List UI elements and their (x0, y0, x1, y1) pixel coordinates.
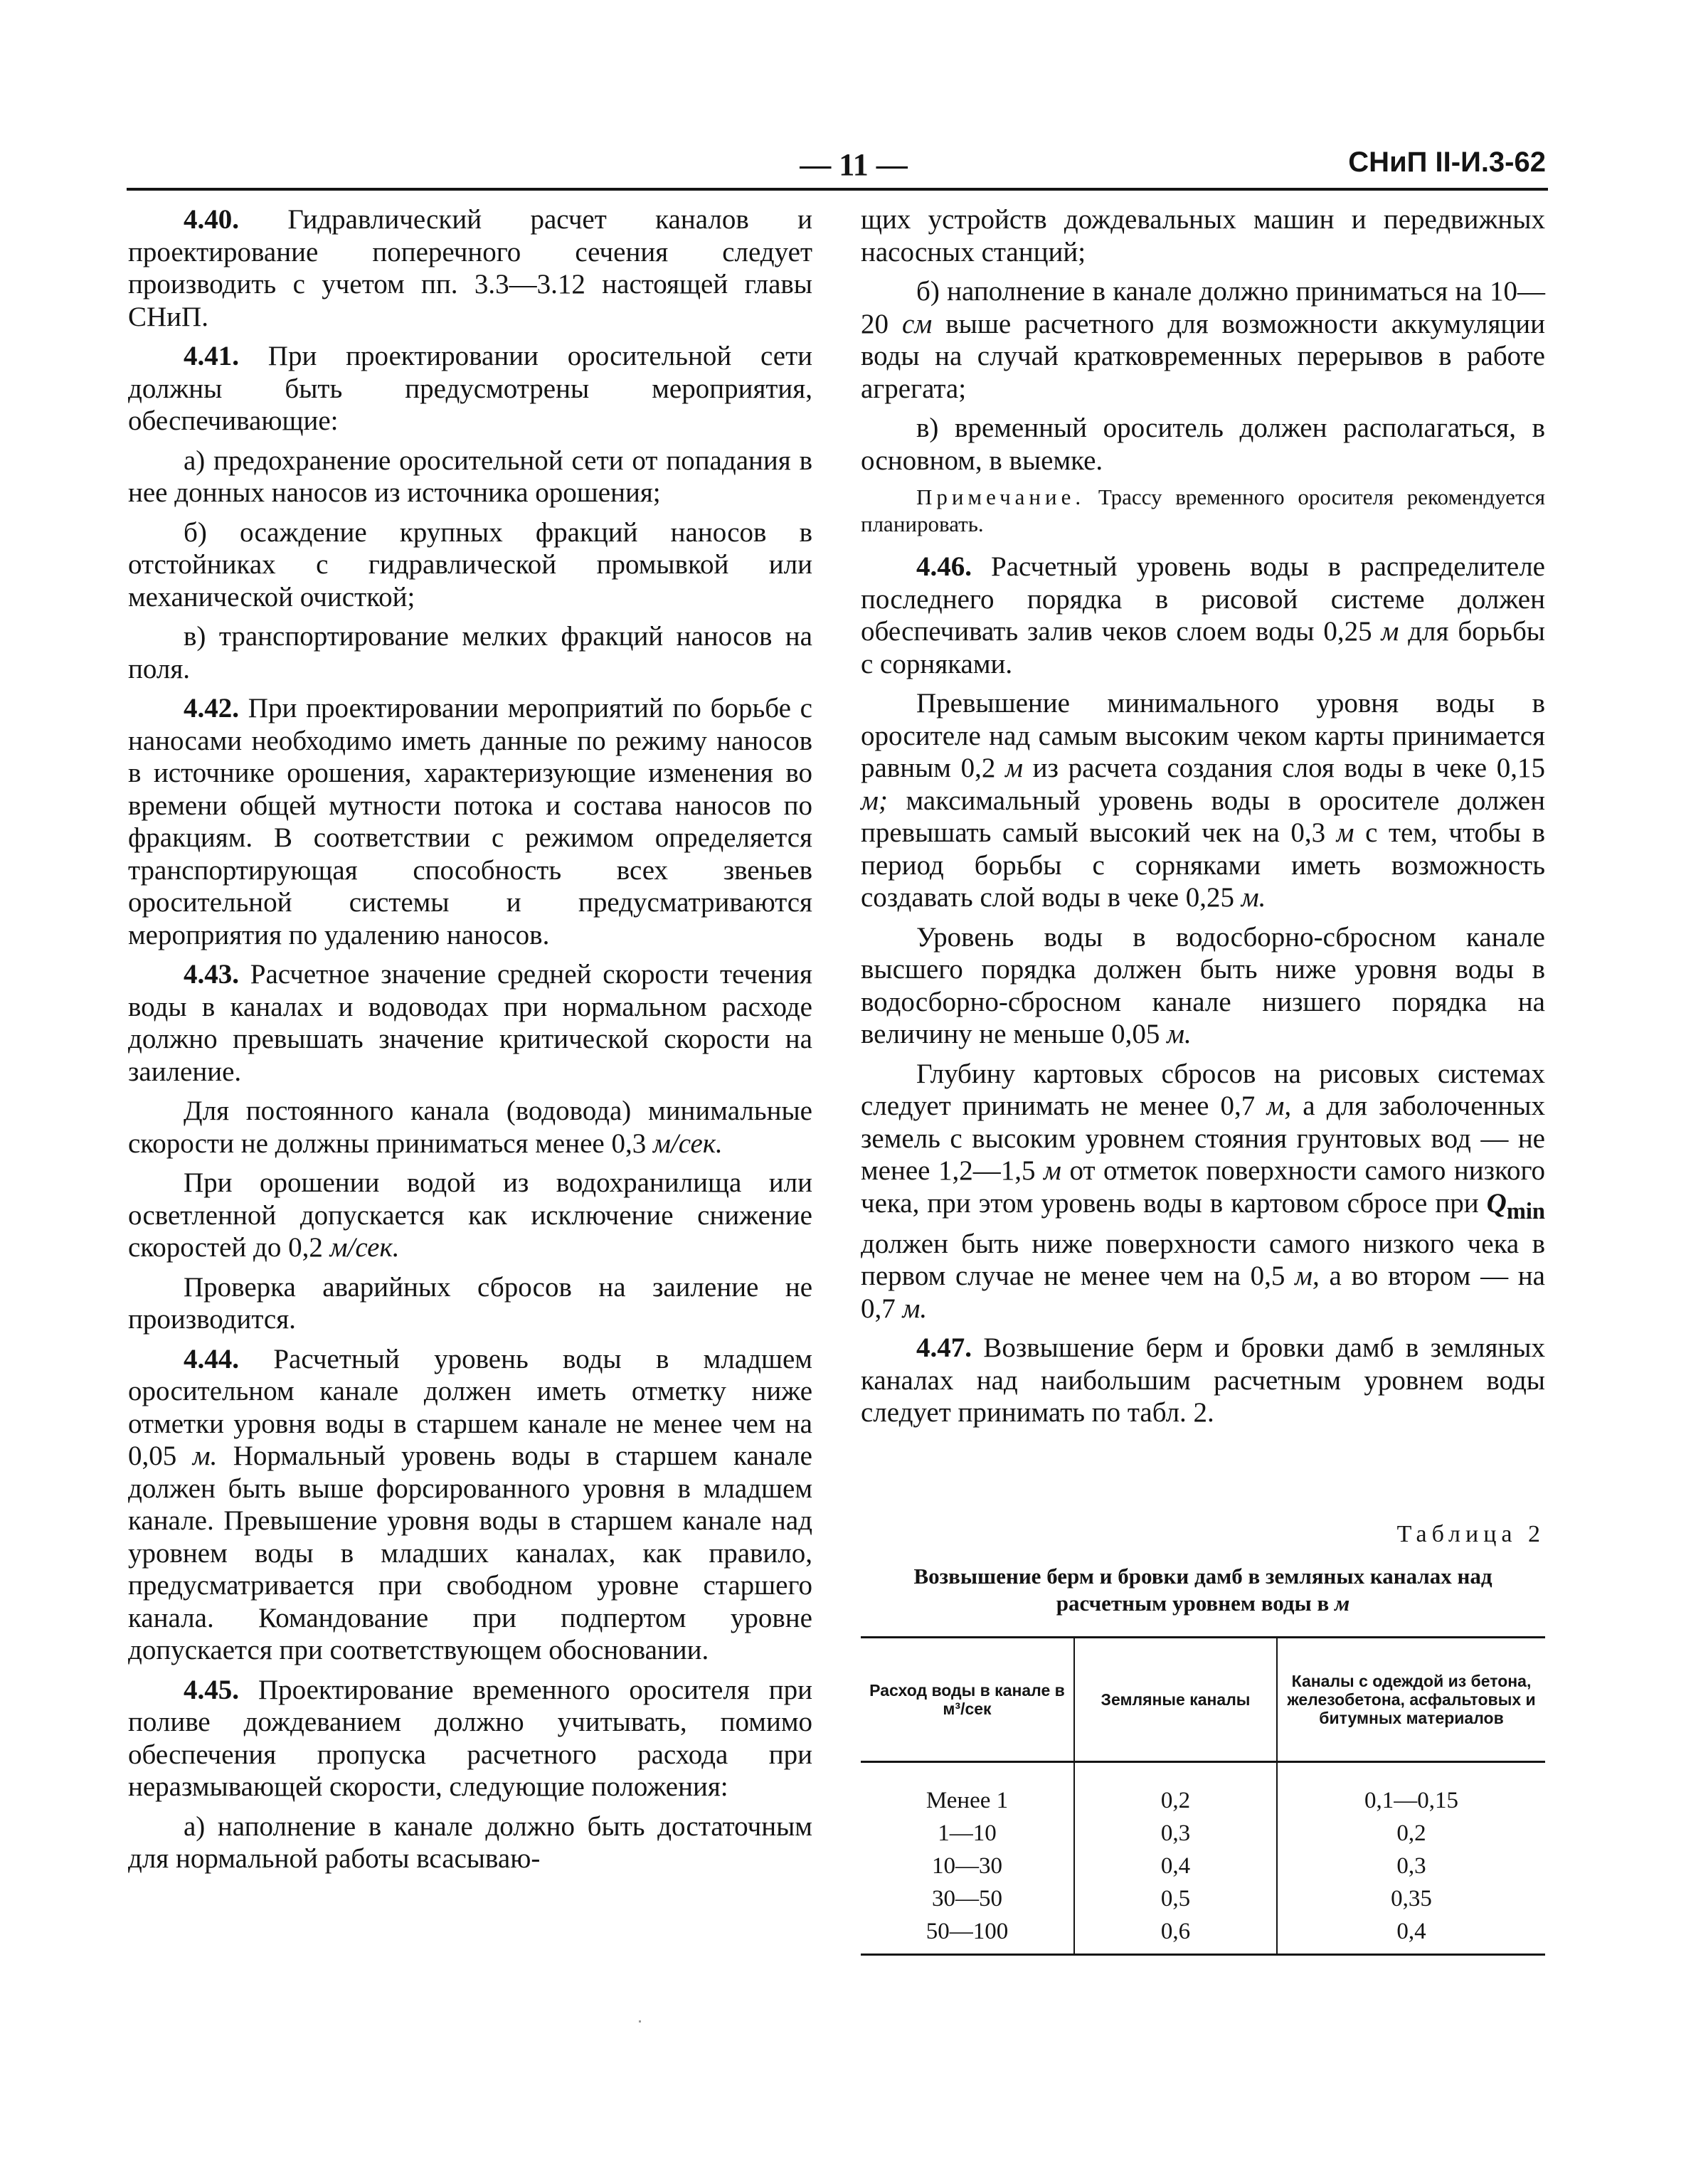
clause-number: 4.41. (184, 341, 239, 371)
paragraph-drainage-level (861, 921, 1545, 1051)
cell-earth: 0,2 (1074, 1762, 1277, 1818)
cell-flow-rate: 10—30 (932, 1853, 1002, 1879)
clause-number: 4.45. (184, 1674, 239, 1705)
unit: м. (1241, 882, 1266, 913)
paragraph-text: Глубину картовых сбросов на рисовых системах следует принимать не менее 0,7 (861, 1058, 1545, 1121)
paragraph-text: б) наполнение в канале должно приниматься на 10—20 (861, 276, 1545, 339)
unit: м. (1167, 1019, 1192, 1049)
paragraph-text: Уровень воды в водосборно-сбросном канале высшего порядка должен быть ниже уровня воды в водосборно-сбросном канале низшего порядка на величину не меньше 0,05 (861, 921, 1545, 1049)
paragraph-4-41 (128, 340, 812, 438)
paragraph-4-45 (128, 1674, 812, 1803)
page-number: — 11 — (800, 147, 908, 182)
list-item-b-filling (861, 275, 1545, 405)
header-rule (127, 188, 1548, 191)
scan-speck (639, 2020, 641, 2023)
list-item-a-filling: а) наполнение в канале должно быть достаточным для нормальной работы всасываю- (128, 1811, 812, 1874)
clause-number: 4.47. (916, 1332, 972, 1364)
paragraph-text: выше расчетного для возможности аккумуляции воды на случай кратковременных перерывов в работе агрегата; (861, 308, 1546, 404)
paragraph-text: должен быть ниже поверхности самого низкого чека в первом случае не менее чем на 0,5 (861, 1228, 1545, 1292)
cell-lined: 0,1—0,15 (1277, 1762, 1545, 1818)
unit: см (902, 308, 933, 339)
paragraph-text: Превышение минимального уровня воды в оросителе над самым высоким чеком карты принимается равным 0,2 (861, 688, 1545, 783)
paragraph-text: Гидравлический расчет каналов и проектирование поперечного сечения следует производить с учетом пп. 3.3—3.12 настоящей главы СНиП. (128, 204, 812, 332)
paragraph-text: для борьбы с сорняками. (861, 616, 1545, 679)
cell-flow-rate: 1—10 (938, 1820, 997, 1846)
paragraph-text: Расчетный уровень воды в младшем оросительном канале должен иметь отметку ниже отметки уровня воды в старшем канале не менее чем на 0,05 (128, 1343, 812, 1471)
caption-text: Возвышение берм и бровки дамб в земляных каналах над расчетным уровнем воды в (913, 1564, 1492, 1616)
paragraph-text: с тем, чтобы в период борьбы с сорняками иметь возможность создавать слой воды в чеке 0,25 (861, 817, 1545, 913)
table-2 (861, 1636, 1545, 1956)
header-lined-canals: Каналы с одеждой из бетона, железобетона, асфальтовых и битумных материалов (1277, 1638, 1545, 1762)
cell-lined: 0,35 (1277, 1882, 1545, 1915)
paragraph-text: Расчетное значение средней скорости течения воды в каналах и водоводах при нормальном расходе должно превышать значение критической скорости на заиление. (128, 959, 812, 1087)
table-header-row (861, 1638, 1545, 1762)
cell-flow-rate: 30—50 (932, 1886, 1002, 1912)
clause-number: 4.42. (184, 693, 239, 723)
list-item-b: б) осаждение крупных фракций наносов в отстойниках с гидравлической промывкой или механической очисткой; (128, 516, 812, 613)
cell-lined: 0,2 (1277, 1817, 1545, 1850)
q-symbol: Q (1486, 1187, 1507, 1219)
paragraph-4-44 (128, 1343, 812, 1667)
table-row (861, 1850, 1545, 1882)
unit: м/сек. (652, 1128, 723, 1159)
table-row (861, 1817, 1545, 1850)
paragraph-min-level-excess (861, 687, 1545, 914)
paragraph-text: от отметок поверхности самого низкого чека, при этом уровень воды в картовом сбросе при (861, 1155, 1545, 1219)
cell-earth: 0,6 (1074, 1915, 1277, 1955)
paragraph-4-43 (128, 958, 812, 1088)
header-flow-rate: Расход воды в канале в м³/сек (861, 1638, 1074, 1762)
note-text: Трассу временного оросителя рекомендуется планировать. (861, 484, 1545, 536)
paragraph-text: Расчетный уровень воды в распределителе последнего порядка в рисовой системе должен обеспечивать залив чеков слоем воды 0,25 (861, 551, 1545, 647)
left-column (128, 203, 812, 1882)
paragraph-text: Проектирование временного оросителя при поливе дождеванием должно учитывать, помимо обеспечения пропуска расчетного расхода при неразмывающей скорости, следующие положения: (128, 1674, 812, 1802)
note-label: Примечание. (916, 484, 1086, 509)
paragraph-reservoir (128, 1167, 812, 1264)
clause-number: 4.44. (184, 1343, 239, 1374)
table-label: Таблица 2 (1396, 1521, 1545, 1547)
paragraph-text: При орошении водой из водохранилища или осветленной допускается как исключение снижение скоростей до 0,2 (128, 1167, 812, 1263)
cell-lined: 0,3 (1277, 1850, 1545, 1882)
paragraph-min-velocity (128, 1095, 812, 1160)
unit: м (1335, 1591, 1350, 1616)
paragraph-text: При проектировании мероприятий по борьбе с наносами необходимо иметь данные по режиму наносов в источнике орошения, характеризующие изменения во времени общей мутности потока и состава наносов по фракциям. В соответствии с режимом определяется транспортирующая способность всех звеньев оросительной системы и предусматриваются мероприятия по удалению наносов. (128, 693, 812, 950)
paragraph-text: максимальный уровень воды в оросителе должен превышать самый высокий чек на 0,3 (861, 785, 1545, 848)
clause-number: 4.43. (184, 959, 239, 990)
cell-earth: 0,4 (1074, 1850, 1277, 1882)
paragraph-text: а для заболоченных земель с высоким уровнем стояния грунтовых вод — не менее 1,2—1,5 (861, 1091, 1545, 1186)
paragraph-emergency-spillways: Проверка аварийных сбросов на заиление не производится. (128, 1271, 812, 1335)
table-caption (861, 1563, 1545, 1617)
paragraph-4-46 (861, 551, 1545, 680)
note (861, 484, 1545, 538)
cell-earth: 0,5 (1074, 1882, 1277, 1915)
paragraph-4-42 (128, 692, 812, 951)
unit: м/сек. (329, 1232, 400, 1263)
clause-number: 4.46. (916, 551, 972, 582)
list-item-c-excavation: в) временный ороситель должен располагаться, в основном, в выемке. (861, 413, 1545, 476)
cell-flow-rate: 50—100 (861, 1915, 1074, 1955)
right-column (861, 203, 1545, 1436)
paragraph-text: Для постоянного канала (водовода) минимальные скорости не должны приниматься менее 0,3 (128, 1096, 812, 1159)
table-row (861, 1882, 1545, 1915)
paragraph-text: а во втором — на 0,7 (861, 1261, 1545, 1324)
unit: м (1381, 616, 1399, 647)
unit: м (1005, 753, 1023, 783)
unit: м, (1295, 1261, 1320, 1292)
unit: м. (902, 1293, 928, 1324)
cell-lined: 0,4 (1277, 1915, 1545, 1955)
paragraph-4-47 (861, 1332, 1545, 1429)
unit: м; (861, 785, 888, 816)
paragraph-text: Нормальный уровень воды в старшем канале должен быть выше форсированного уровня в младшем канале. Превышение уровня воды в старшем канале над уровнем воды в младших каналах, как правило, предусматривается при свободном уровне старшего канала. Командование при подпертом уровне допускается при соответствующем обосновании. (128, 1441, 812, 1665)
list-item-a: а) предохранение оросительной сети от попадания в нее донных наносов из источника орошения; (128, 445, 812, 508)
clause-number: 4.40. (184, 204, 239, 235)
paragraph-continuation: щих устройств дождевальных машин и передвижных насосных станций; (861, 204, 1545, 267)
paragraph-text: Возвышение берм и бровки дамб в земляных каналах над наибольшим расчетным уровнем воды следует принимать по табл. 2. (861, 1332, 1545, 1428)
unit: м, (1266, 1091, 1292, 1121)
unit: м (1044, 1155, 1061, 1186)
cell-flow-rate: Менее 1 (926, 1788, 1009, 1813)
paragraph-text: из расчета создания слоя воды в чеке 0,15 (1022, 753, 1545, 783)
document-code: СНиП II-И.3-62 (1348, 147, 1546, 178)
paragraph-4-40 (128, 203, 812, 333)
unit: м. (192, 1441, 218, 1471)
q-subscript: min (1506, 1198, 1545, 1224)
paragraph-drain-depth (861, 1058, 1545, 1325)
unit: м (1336, 817, 1354, 848)
cell-earth: 0,3 (1074, 1817, 1277, 1850)
header-earth-canals: Земляные каналы (1074, 1638, 1277, 1762)
paragraph-text: При проектировании оросительной сети должны быть предусмотрены мероприятия, обеспечивающие: (128, 341, 812, 436)
table-row (861, 1915, 1545, 1955)
list-item-c: в) транспортирование мелких фракций наносов на поля. (128, 621, 812, 684)
table-row (861, 1762, 1545, 1818)
